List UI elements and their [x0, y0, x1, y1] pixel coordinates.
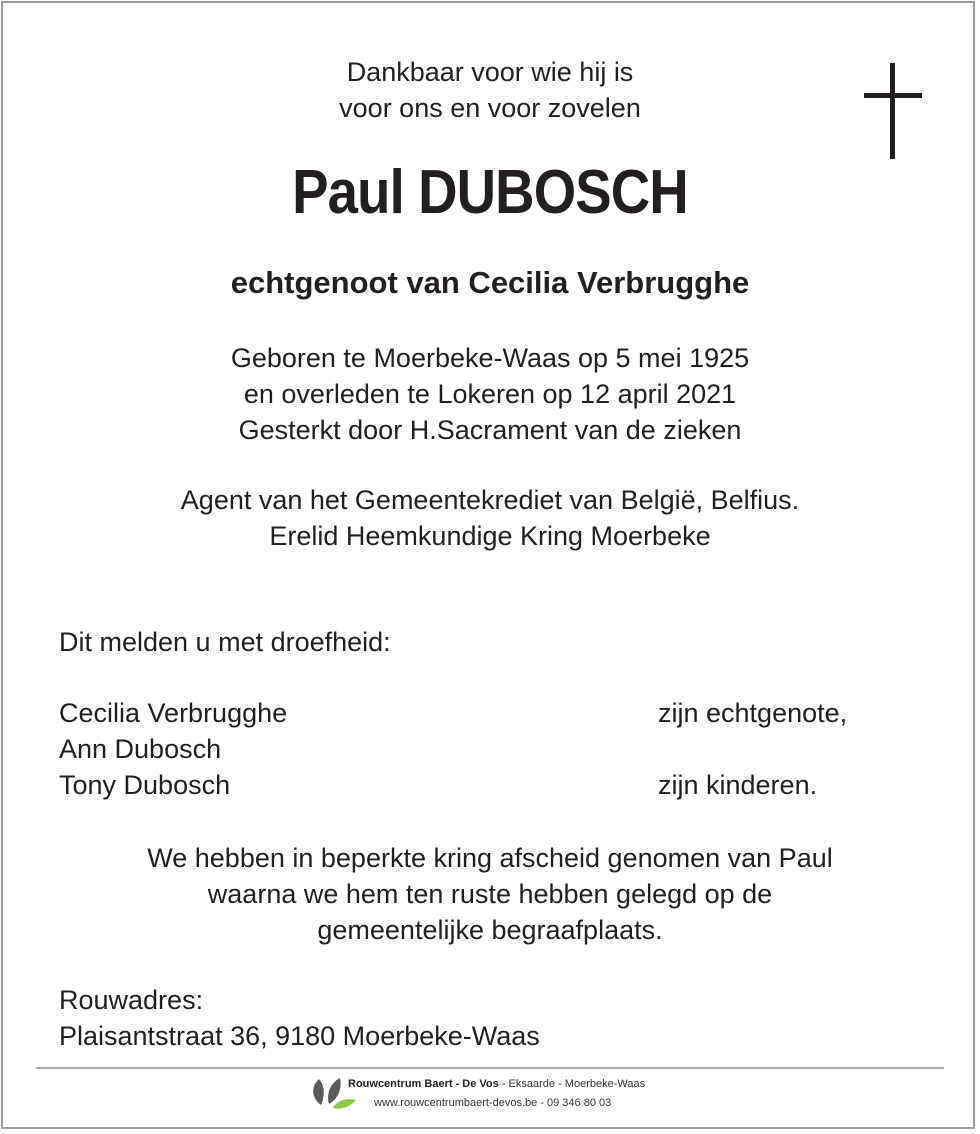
funeral-home-name: Rouwcentrum Baert - De Vos [348, 1078, 499, 1090]
family-name: Ann Dubosch [59, 734, 222, 764]
life-line: en overleden te Lokeren op 12 april 2021 [243, 379, 737, 409]
family-name: Tony Dubosch [59, 770, 231, 800]
farewell-line: We hebben in beperkte kring afscheid genomen van Paul [147, 843, 833, 873]
roles [0, 482, 980, 554]
funeral-home-locations: - Eksaarde - Moerbeke-Waas [498, 1078, 646, 1090]
address-value: Plaisantstraat 36, 9180 Moerbeke-Waas [59, 1021, 540, 1051]
farewell-line: waarna we hem ten ruste hebben gelegd op de [207, 879, 773, 909]
spouse-line: echtgenoot van Cecilia Verbrugghe [230, 265, 750, 300]
intro-line: voor ons en voor zovelen [339, 93, 641, 123]
family-name: Cecilia Verbrugghe [59, 698, 288, 728]
footer-divider [36, 1067, 944, 1069]
mourning-address [59, 982, 540, 1054]
farewell-line: gemeentelijke begraafplaats. [317, 915, 663, 945]
family-row [59, 695, 929, 731]
funeral-home-line [348, 1077, 645, 1091]
family-row [59, 731, 929, 767]
family-relation: zijn echtgenote, [658, 698, 848, 728]
deceased-name: Paul DUBOSCH [292, 158, 688, 227]
cross-icon [864, 63, 922, 159]
intro-line: Dankbaar voor wie hij is [346, 57, 634, 87]
life-details [0, 340, 980, 448]
role-line: Agent van het Gemeentekrediet van België, Belfius. [180, 485, 800, 515]
life-line: Geboren te Moerbeke-Waas op 5 mei 1925 [230, 343, 750, 373]
family-row [59, 767, 929, 803]
address-label: Rouwadres: [59, 985, 204, 1015]
farewell-text [0, 840, 980, 948]
family-relation: zijn kinderen. [658, 770, 818, 800]
intro-text [0, 54, 980, 126]
announcement: Dit melden u met droefheid: [59, 627, 391, 657]
life-line: Gesterkt door H.Sacrament van de zieken [238, 415, 742, 445]
funeral-home-contact: www.rouwcentrumbaert-devos.be - 09 346 80 03 [374, 1097, 612, 1109]
role-line: Erelid Heemkundige Kring Moerbeke [269, 521, 711, 551]
family-list [59, 695, 929, 803]
